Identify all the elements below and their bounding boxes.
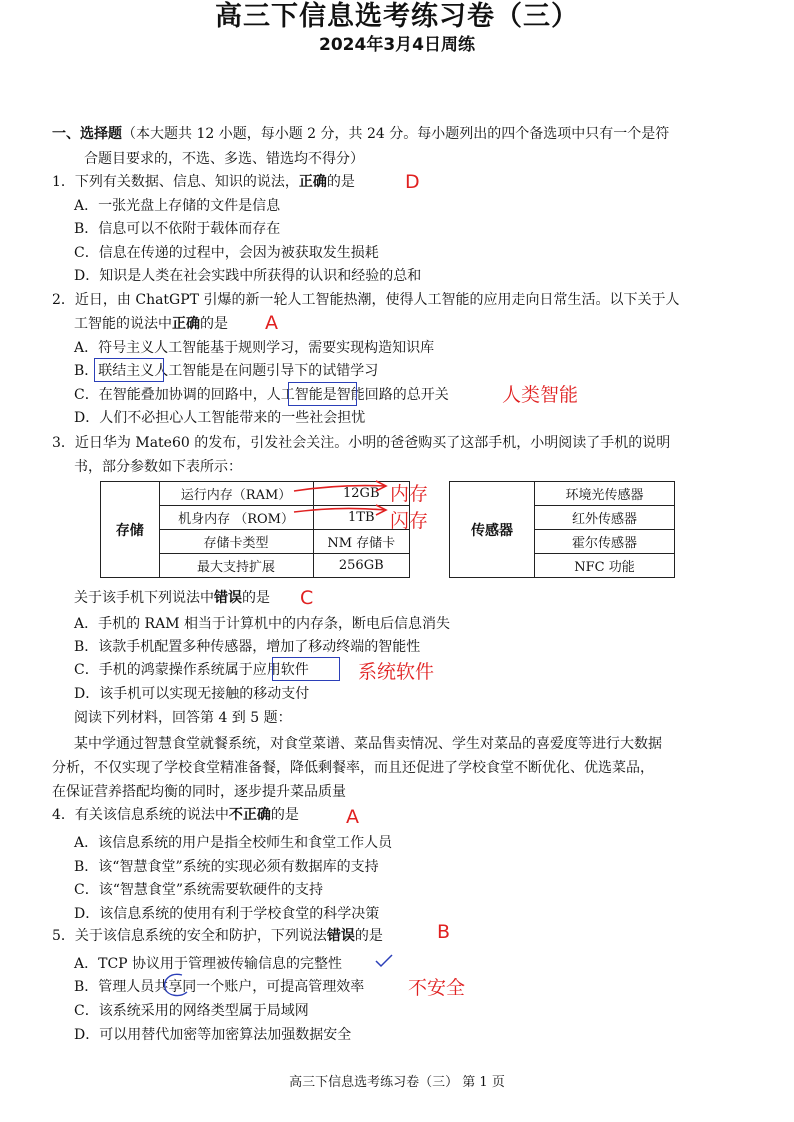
q2-stem-text: 工智能的说法中: [74, 316, 172, 332]
q5-stem: [52, 927, 383, 945]
q3-stem-line2: 书，部分参数如下表所示：: [74, 459, 242, 475]
storage-value-max: 256GB: [313, 554, 409, 578]
sensor-row-ambient: 环境光传感器: [535, 482, 675, 506]
q5-option-b-note: 不安全: [408, 977, 466, 999]
q2-option-c-boxed: 人工智能: [266, 387, 323, 403]
q4-stem-text: 4．有关该信息系统的说法中: [52, 807, 229, 823]
page-title: 高三下信息选考练习卷（三）: [215, 1, 579, 32]
storage-label-ram: 运行内存（RAM）: [159, 482, 313, 506]
q4-stem-end: 的是: [270, 807, 299, 823]
q5-answer-mark: B: [437, 921, 451, 943]
q2-option-b-annotation-box: [94, 358, 164, 382]
q3-option-c-text: C．手机的鸿蒙操作系统属于: [74, 662, 253, 678]
q3-answer-mark: C: [300, 587, 314, 609]
q3-ask-end: 的是: [242, 590, 270, 606]
sensor-row-hall: 霍尔传感器: [535, 530, 675, 554]
q2-stem-line2: [74, 315, 228, 333]
q2-option-c-rest: 是智能回路的总开关: [322, 387, 449, 403]
q4-option-b: B．该“智慧食堂”系统的实现必须有数据库的支持: [74, 859, 379, 875]
reading-intro: 阅读下列材料，回答第 4 到 5 题：: [74, 710, 292, 726]
q3-option-b: B．该款手机配置多种传感器，增加了移动终端的智能性: [74, 639, 421, 655]
q2-option-c-annotation-box: [288, 382, 357, 406]
page-footer: 高三下信息选考练习卷（三） 第 1 页: [289, 1075, 505, 1090]
q5-option-b: B．管理人员共享同一个账户，可提高管理效率: [74, 979, 365, 995]
q2-option-c-note: 人类智能: [502, 384, 579, 406]
q4-stem-keyword: 不正确: [228, 807, 271, 823]
q1-option-a: A．一张光盘上存储的文件是信息: [74, 198, 281, 214]
sensor-row-nfc: NFC 功能: [535, 554, 675, 578]
q2-option-b-rest: 人工智能是在问题引导下的试错学习: [154, 363, 379, 379]
reading-line-1: 某中学通过智慧食堂就餐系统，对食堂菜谱、菜品售卖情况、学生对菜品的喜爱度等进行大数据: [74, 736, 662, 752]
circle-annotation-icon: [160, 970, 194, 1000]
q4-option-c: C．该“智慧食堂”系统需要软硬件的支持: [74, 882, 324, 898]
q2-option-b-letter: B．: [74, 363, 99, 379]
storage-label-card: 存储卡类型: [159, 530, 313, 554]
q1-option-d: D．知识是人类在社会实践中所获得的认识和经验的总和: [74, 268, 422, 284]
storage-value-ram: 12GB: [313, 482, 409, 506]
q3-option-c-annotation-box: [272, 657, 340, 681]
q3-ask-text: 关于该手机下列说法中: [74, 590, 214, 606]
section-heading: 一、选择题: [52, 126, 122, 142]
q2-stem-line1: 2．近日，由 ChatGPT 引爆的新一轮人工智能热潮，使得人工智能的应用走向日常生活。以下关于人: [52, 292, 680, 308]
q5-option-a: A．TCP 协议用于管理被传输信息的完整性: [74, 956, 343, 972]
q1-stem-keyword: 正确: [298, 174, 327, 190]
storage-label-rom: 机身内存 （ROM）: [159, 506, 313, 530]
page-subtitle: 2024年3月4日周练: [319, 35, 475, 55]
section-heading-line: [52, 125, 669, 143]
storage-value-card: NM 存储卡: [313, 530, 409, 554]
rom-arrow-icon: [294, 508, 385, 512]
q4-option-d: D．该信息系统的使用有利于学校食堂的科学决策: [74, 906, 380, 922]
sensor-spec-table: [449, 481, 675, 578]
q3-option-d: D．该手机可以实现无接触的移动支付: [74, 686, 310, 702]
q4-option-a: A．该信息系统的用户是指全校师生和食堂工作人员: [74, 835, 393, 851]
q3-option-c-boxed: 应用软件: [252, 662, 309, 678]
q5-stem-end: 的是: [354, 928, 383, 944]
q2-stem-end: 的是: [200, 316, 228, 332]
q2-option-d: D．人们不必担心人工智能带来的一些社会担忧: [74, 410, 366, 426]
q3-ask-keyword: 错误: [214, 590, 242, 606]
q2-option-b-boxed: 联结主义: [98, 363, 155, 379]
reading-line-3: 在保证营养搭配均衡的同时，逐步提升菜品质量: [52, 784, 346, 800]
q1-answer-mark: D: [405, 171, 420, 193]
q5-option-c: C．该系统采用的网络类型属于局域网: [74, 1003, 309, 1019]
reading-line-2: 分析，不仅实现了学校食堂精准备餐，降低剩餐率，而且还促进了学校食堂不断优化、优选菜品，: [52, 760, 654, 776]
checkmark-icon: [374, 953, 394, 969]
q2-stem-keyword: 正确: [172, 316, 200, 332]
q4-stem: [52, 806, 299, 824]
q1-option-b: B．信息可以不依附于载体而存在: [74, 221, 281, 237]
q1-stem-text: 1．下列有关数据、信息、知识的说法，: [52, 174, 299, 190]
storage-label-max: 最大支持扩展: [159, 554, 313, 578]
q2-answer-mark: A: [265, 312, 278, 334]
q3-rom-note: 闪存: [390, 510, 429, 532]
q5-stem-keyword: 错误: [326, 928, 355, 944]
section-instructions-cont: 合题目要求的，不选、多选、错选均不得分）: [84, 151, 364, 167]
q1-stem-end: 的是: [326, 174, 355, 190]
q3-arrow-annotations: [290, 474, 400, 524]
storage-value-rom: 1TB: [313, 506, 409, 530]
q5-option-d: D．可以用替代加密等加密算法加强数据安全: [74, 1027, 352, 1043]
sensor-row-infrared: 红外传感器: [535, 506, 675, 530]
q3-ask: [74, 589, 270, 607]
q3-ram-note: 内存: [390, 483, 429, 505]
ram-arrow-icon: [294, 486, 385, 491]
q1-stem: [52, 173, 355, 191]
q3-option-a: A．手机的 RAM 相当于计算机中的内存条，断电后信息消失: [74, 616, 450, 632]
q1-option-c: C．信息在传递的过程中，会因为被获取发生损耗: [74, 245, 379, 261]
q2-option-c: [74, 386, 449, 404]
section-instructions: （本大题共 12 小题，每小题 2 分，共 24 分。每小题列出的四个备选项中只有一个是符: [122, 126, 670, 142]
q3-stem-line1: 3．近日华为 Mate60 的发布，引发社会关注。小明的爸爸购买了这部手机，小明阅读了手机的说明: [52, 435, 671, 451]
q5-stem-text: 5．关于该信息系统的安全和防护，下列说法: [52, 928, 327, 944]
q2-option-c-text: C．在智能叠加协调的回路中，: [74, 387, 267, 403]
q4-answer-mark: A: [346, 806, 359, 828]
q2-option-a: A．符号主义人工智能基于规则学习，需要实现构造知识库: [74, 340, 435, 356]
storage-group-label: 存储: [101, 482, 160, 578]
sensor-group-label: 传感器: [450, 482, 535, 578]
q3-option-c-note: 系统软件: [358, 661, 435, 683]
